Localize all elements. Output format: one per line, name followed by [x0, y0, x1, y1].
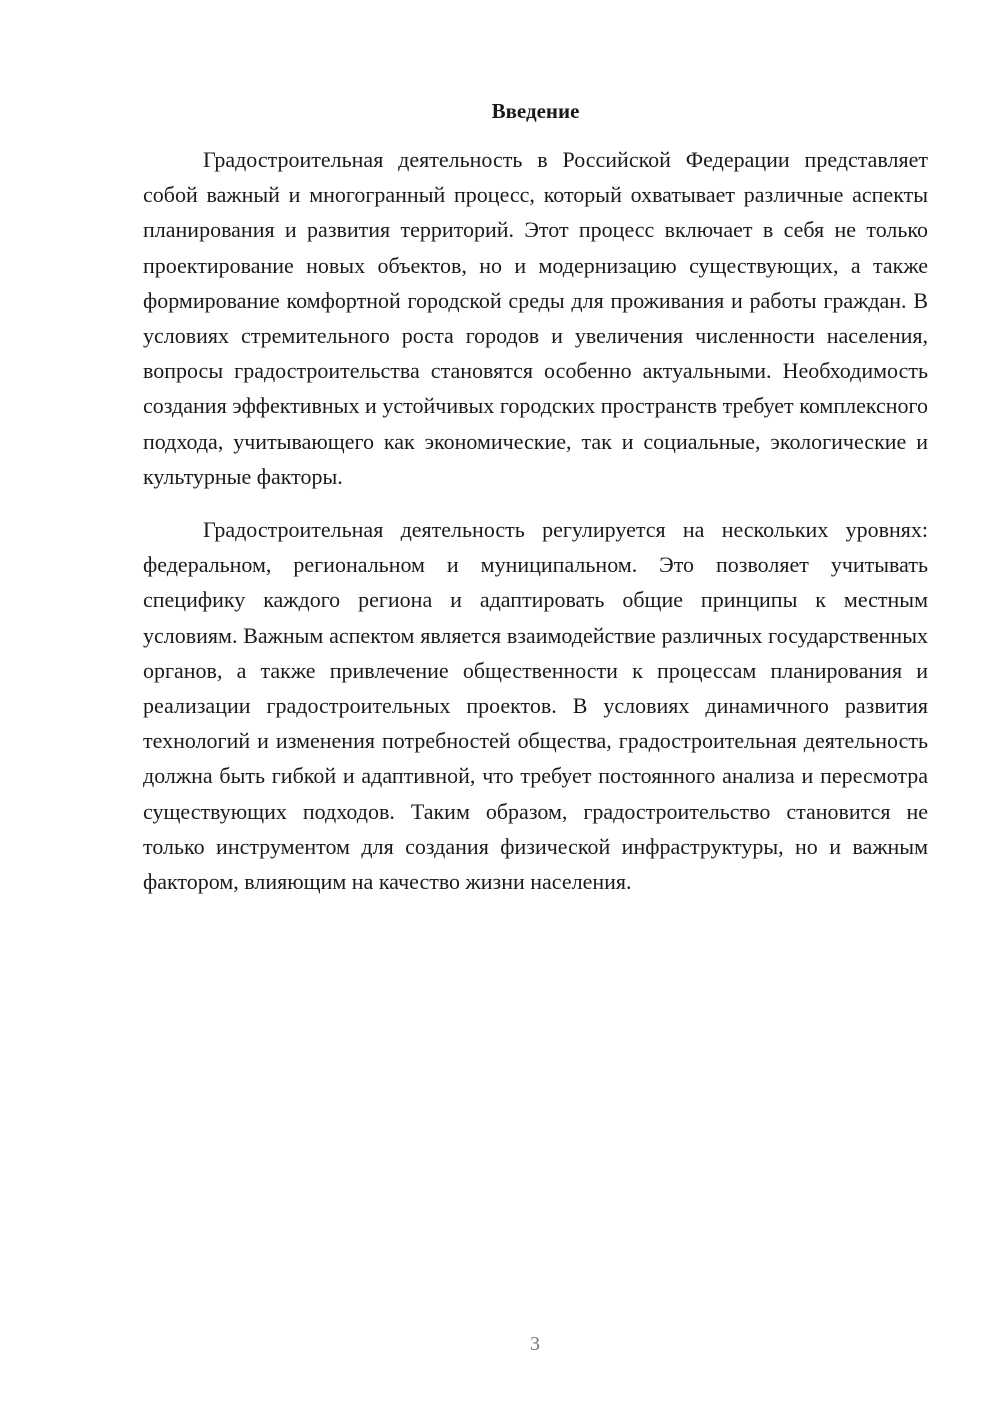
paragraph-1: Градостроительная деятельность в Российской Федерации представляет собой важный и многогранный процесс, который охватывает различные аспекты планирования и развития территорий. Этот процесс включает в себя не только проектирование новых объектов, но и модернизацию существующих, а также формирование комфортной городской среды для проживания и работы граждан. В условиях стремительного роста городов и увеличения численности населения, вопросы градостроительства становятся особенно актуальными. Необходимость создания эффективных и устойчивых городских пространств требует комплексного подхода, учитывающего как экономические, так и социальные, экологические и культурные факторы. [143, 147, 928, 489]
document-body [143, 142, 928, 917]
section-heading: Введение [491, 99, 580, 123]
page-number: 3 [530, 1333, 540, 1355]
paragraph-2: Градостроительная деятельность регулируется на нескольких уровнях: федеральном, региональном и муниципальном. Это позволяет учитывать специфику каждого региона и адаптировать общие принципы к местным условиям. Важным аспектом является взаимодействие различных государственных органов, а также привлечение общественности к процессам планирования и реализации градостроительных проектов. В условиях динамичного развития технологий и изменения потребностей общества, градостроительная деятельность должна быть гибкой и адаптивной, что требует постоянного анализа и пересмотра существующих подходов. Таким образом, градостроительство становится не только инструментом для создания физической инфраструктуры, но и важным фактором, влияющим на качество жизни населения. [143, 517, 928, 895]
